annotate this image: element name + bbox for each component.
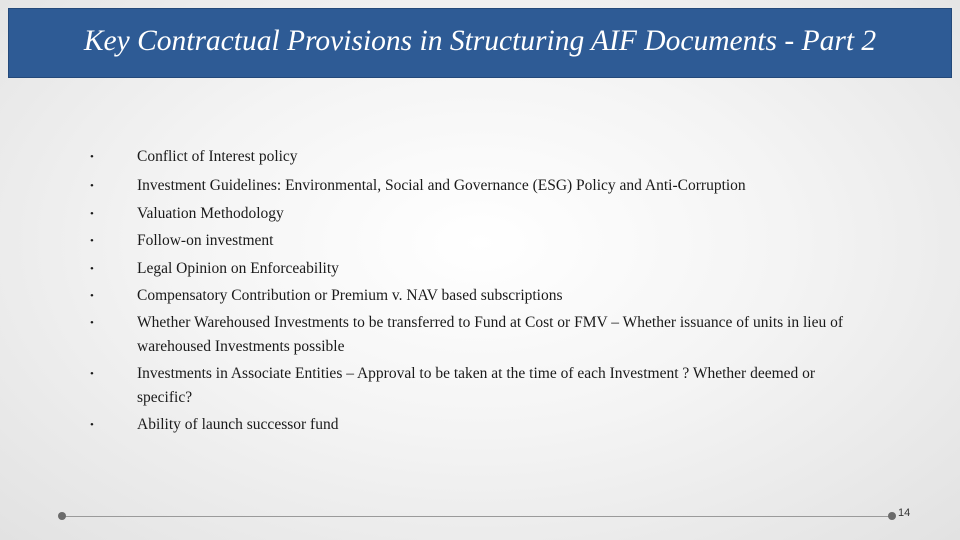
bullet-icon: • bbox=[90, 368, 94, 380]
divider-end-dot bbox=[888, 512, 896, 520]
bullet-text: Investments in Associate Entities – Approval to be taken at the time of each Investment ? Whether deemed or specific? bbox=[137, 365, 816, 406]
bullet-icon: • bbox=[90, 317, 94, 329]
bullet-icon: • bbox=[90, 235, 94, 247]
bullet-text: Valuation Methodology bbox=[137, 205, 284, 222]
page-number: 14 bbox=[898, 507, 911, 519]
bullet-text: Ability of launch successor fund bbox=[137, 416, 339, 433]
bullet-icon: • bbox=[90, 419, 94, 431]
bullet-text: Follow-on investment bbox=[137, 232, 274, 249]
bullet-text: Legal Opinion on Enforceability bbox=[137, 260, 339, 277]
bullet-icon: • bbox=[90, 290, 94, 302]
bullet-icon: • bbox=[90, 263, 94, 275]
bullet-text: Conflict of Interest policy bbox=[137, 148, 298, 165]
bullet-icon: • bbox=[90, 180, 94, 192]
slide-title: Key Contractual Provisions in Structuring AIF Documents - Part 2 bbox=[83, 25, 877, 57]
divider-end-dot bbox=[58, 512, 66, 520]
bullet-icon: • bbox=[90, 208, 94, 220]
bullet-text: Compensatory Contribution or Premium v. NAV based subscriptions bbox=[137, 287, 563, 304]
footer-divider bbox=[62, 516, 894, 517]
bullet-icon: • bbox=[90, 151, 94, 163]
bullet-text: Whether Warehoused Investments to be transferred to Fund at Cost or FMV – Whether issuance of units in lieu of warehoused Investments possible bbox=[137, 314, 844, 355]
bullet-text: Investment Guidelines: Environmental, Social and Governance (ESG) Policy and Anti-Corruption bbox=[137, 177, 746, 194]
